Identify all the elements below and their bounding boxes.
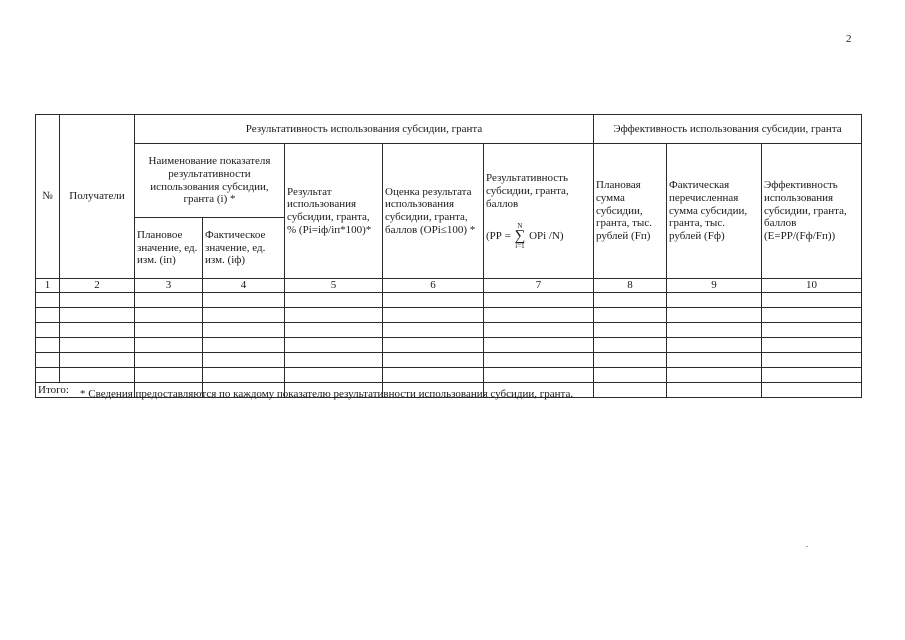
column-number: 9: [667, 279, 762, 293]
page-number: 2: [846, 33, 852, 45]
table-row: [36, 293, 862, 308]
header-result-percent: Результат использования субсидии, гранта, % (Pi=iф/iп*100)*: [285, 144, 383, 279]
result-points-text: Результативность субсидии, гранта, баллов: [486, 172, 569, 210]
column-number: 7: [484, 279, 594, 293]
header-group-result: Результативность использования субсидии, гранта: [135, 115, 594, 144]
table-row: [36, 353, 862, 368]
table-row: [36, 368, 862, 383]
header-assessment: Оценка результата использования субсидии, гранта, баллов (ОРi≤100) *: [383, 144, 484, 279]
header-row-groups: [36, 115, 862, 144]
column-number: 2: [60, 279, 135, 293]
scan-dot: .: [806, 540, 808, 549]
summation-sign: N ∑ i=1: [514, 221, 526, 250]
header-number: №: [36, 115, 60, 279]
header-planned-sum: Плановая сумма субсидии, гранта, тыс. рублей (Fп): [594, 144, 667, 279]
header-recipients: Получатели: [60, 115, 135, 279]
report-table: [35, 114, 862, 398]
table-row: [36, 308, 862, 323]
result-points-formula: (РР = N ∑ i=1 ОРi /N): [486, 221, 564, 250]
total-label: Итого:: [36, 383, 135, 398]
header-result-points: [484, 144, 594, 279]
column-number: 10: [762, 279, 862, 293]
column-number: 3: [135, 279, 203, 293]
footnote: * Сведения предоставляются по каждому показателю результативности использования субсидии, гранта.: [80, 388, 574, 400]
header-row-columns: [36, 144, 862, 218]
header-actual-value: Фактическое значение, ед. изм. (iф): [203, 218, 285, 279]
table-row: [36, 338, 862, 353]
header-group-efficiency: Эффективность использования субсидии, гранта: [594, 115, 862, 144]
column-number: 6: [383, 279, 484, 293]
table-row: [36, 323, 862, 338]
column-number: 8: [594, 279, 667, 293]
column-number: 1: [36, 279, 60, 293]
header-planned-value: Плановое значение, ед. изм. (iп): [135, 218, 203, 279]
column-number: 5: [285, 279, 383, 293]
header-indicator-name: Наименование показателя результативности использования субсидии, гранта (i) *: [135, 144, 285, 218]
header-actual-sum: Фактическая перечисленная сумма субсидии, гранта, тыс. рублей (Fф): [667, 144, 762, 279]
header-efficiency: Эффективность использования субсидии, гранта, баллов (Е=РР/(Fф/Fп)): [762, 144, 862, 279]
column-number: 4: [203, 279, 285, 293]
column-number-row: [36, 279, 862, 293]
